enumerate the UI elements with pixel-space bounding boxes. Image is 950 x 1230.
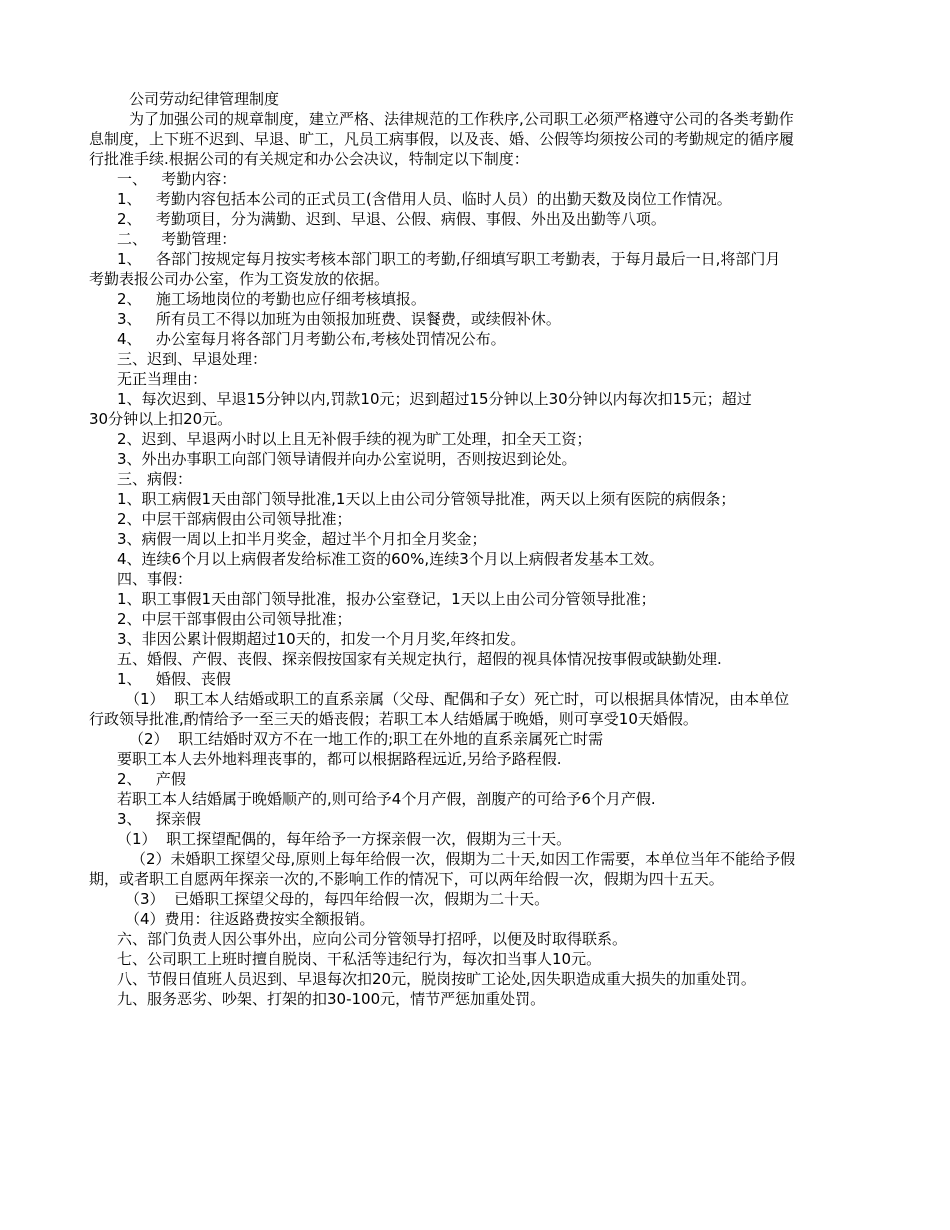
document-line: 为了加强公司的规章制度，建立严格、法律规范的工作秩序,公司职工必须严格遵守公司的各类考勤作 (129, 110, 794, 128)
document-line: 1、每次迟到、早退15分钟以内,罚款10元；迟到超过15分钟以上30分钟以内每次扣15元；超过 (117, 390, 752, 408)
document-line: 1、职工病假1天由部门领导批准,1天以上由公司分管领导批准，两天以上须有医院的病假条； (117, 490, 736, 508)
document-body (89, 89, 859, 1009)
document-line: （1） 职工探望配偶的，每年给予一方探亲假一次，假期为三十天。 (117, 830, 572, 848)
document-line: 要职工本人去外地料理丧事的，都可以根据路程远近,另给予路程假. (117, 750, 562, 768)
document-line: 3、 所有员工不得以加班为由领报加班费、误餐费，或续假补休。 (117, 310, 561, 328)
document-line: 三、迟到、早退处理： (117, 350, 268, 368)
document-line: 3、外出办事职工向部门领导请假并向办公室说明，否则按迟到论处。 (117, 450, 577, 468)
document-line: 二、 考勤管理： (117, 230, 237, 248)
document-line: 3、 探亲假 (117, 810, 201, 828)
document-line: （4）费用：往返路费按实全额报销。 (125, 910, 375, 928)
document-line: 四、事假： (117, 570, 193, 588)
document-line: 3、病假一周以上扣半月奖金，超过半个月扣全月奖金； (117, 530, 487, 548)
document-line: 1、 考勤内容包括本公司的正式员工(含借用人员、临时人员）的出勤天数及岗位工作情况。 (117, 190, 732, 208)
document-line: 八、节假日值班人员迟到、早退每次扣20元，脱岗按旷工论处,因失职造成重大损失的加重处罚。 (117, 970, 756, 988)
document-line: （1） 职工本人结婚或职工的直系亲属（父母、配偶和子女）死亡时，可以根据具体情况，由本单位 (125, 690, 790, 708)
document-line: 4、 办公室每月将各部门月考勤公布,考核处罚情况公布。 (117, 330, 506, 348)
document-line: 30分钟以上扣20元。 (89, 410, 233, 428)
document-line: 五、婚假、产假、丧假、探亲假按国家有关规定执行，超假的视具体情况按事假或缺勤处理. (117, 650, 722, 668)
document-line: 九、服务恶劣、吵架、打架的扣30-100元，情节严惩加重处罚。 (117, 990, 546, 1008)
document-line: 三、病假： (117, 470, 193, 488)
document-line: 2、中层干部病假由公司领导批准； (117, 510, 352, 528)
document-line: （2） 职工结婚时双方不在一地工作的;职工在外地的直系亲属死亡时需 (129, 730, 604, 748)
document-line: （2）未婚职工探望父母,原则上每年给假一次，假期为二十天,如因工作需要，本单位当年不能给予假 (131, 850, 796, 868)
document-line: 3、非因公累计假期超过10天的，扣发一个月月奖,年终扣发。 (117, 630, 526, 648)
document-line: 七、公司职工上班时擅自脱岗、干私活等违纪行为，每次扣当事人10元。 (117, 950, 602, 968)
document-line: 2、中层干部事假由公司领导批准； (117, 610, 352, 628)
document-line: 4、连续6个月以上病假者发给标准工资的60%,连续3个月以上病假者发基本工效。 (117, 550, 664, 568)
document-line: 一、 考勤内容： (117, 170, 237, 188)
document-line: 若职工本人结婚属于晚婚顺产的,则可给予4个月产假，剖腹产的可给予6个月产假. (117, 790, 656, 808)
document-line: 无正当理由： (117, 370, 208, 388)
document-line: 行批准手续.根据公司的有关规定和办公会决议，特制定以下制度： (89, 150, 529, 168)
document-line: （3） 已婚职工探望父母的，每四年给假一次，假期为二十天。 (125, 890, 550, 908)
document-line: 六、部门负责人因公事外出，应向公司分管领导打招呼，以便及时取得联系。 (117, 930, 628, 948)
document-line: 2、 施工场地岗位的考勤也应仔细考核填报。 (117, 290, 426, 308)
document-line: 2、迟到、早退两小时以上且无补假手续的视为旷工处理，扣全天工资； (117, 430, 592, 448)
document-title: 公司劳动纪律管理制度 (129, 90, 280, 108)
document-line: 1、 婚假、丧假 (117, 670, 231, 688)
document-line: 2、 产假 (117, 770, 186, 788)
document-line: 1、 各部门按规定每月按实考核本部门职工的考勤,仔细填写职工考勤表，于每月最后一日,将部门月 (117, 250, 781, 268)
document-line: 息制度，上下班不迟到、早退、旷工，凡员工病事假，以及丧、婚、公假等均须按公司的考勤规定的循序履 (89, 130, 795, 148)
document-line: 行政领导批准,酌情给予一至三天的婚丧假；若职工本人结婚属于晚婚，则可享受10天婚假。 (89, 710, 698, 728)
document-line: 1、职工事假1天由部门领导批准，报办公室登记，1天以上由公司分管领导批准； (117, 590, 656, 608)
document-line: 考勤表报公司办公室，作为工资发放的依据。 (89, 270, 390, 288)
document-line: 期，或者职工自愿两年探亲一次的,不影响工作的情况下，可以两年给假一次，假期为四十五天。 (89, 870, 724, 888)
document-line: 2、 考勤项目，分为满勤、迟到、早退、公假、病假、事假、外出及出勤等八项。 (117, 210, 666, 228)
